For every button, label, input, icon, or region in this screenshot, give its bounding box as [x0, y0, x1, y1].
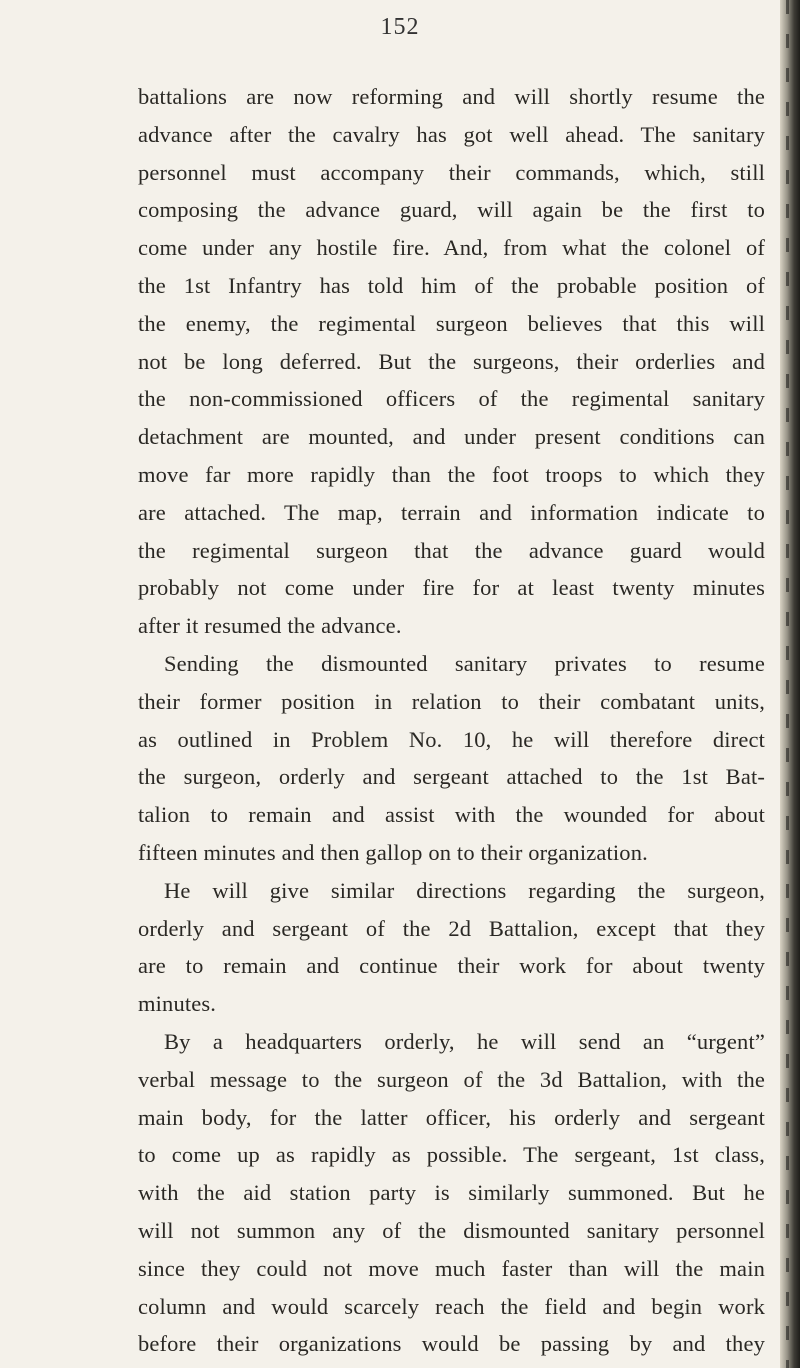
text-line: battalions are now reforming and will shortly resume the [138, 84, 765, 109]
text-line: are attached. The map, terrain and information indicate to [138, 499, 765, 525]
text-line: By a headquarters orderly, he will send an “urgent” [164, 1028, 765, 1054]
text-line: orderly and sergeant of the 2d Battalion, except that they [138, 915, 765, 941]
page-number: 152 [380, 14, 420, 40]
text-line: talion to remain and assist with the wounded for about [138, 802, 765, 828]
body-text [138, 78, 765, 1363]
text-line: detachment are mounted, and under present conditions can [138, 424, 765, 450]
text-line: probably not come under fire for at least twenty minutes [138, 575, 765, 601]
text-line: with the aid station party is similarly summoned. But he [138, 1180, 765, 1206]
text-line: the enemy, the regimental surgeon believes that this will [138, 310, 765, 336]
text-line: are to remain and continue their work for about twenty [138, 953, 765, 979]
text-line: the surgeon, orderly and sergeant attached to the 1st Bat- [138, 764, 765, 790]
text-line: to come up as rapidly as possible. The sergeant, 1st class, [138, 1142, 765, 1168]
text-line: their former position in relation to their combatant units, [138, 688, 765, 714]
text-line: verbal message to the surgeon of the 3d Battalion, with the [138, 1066, 765, 1092]
text-line: come under any hostile fire. And, from what the colonel of [138, 235, 765, 261]
text-line: minutes. [138, 991, 217, 1017]
text-line: move far more rapidly than the foot troops to which they [138, 461, 765, 487]
text-line: main body, for the latter officer, his orderly and sergeant [138, 1104, 765, 1130]
text-line: Sending the dismounted sanitary privates to resume [164, 650, 765, 676]
text-line: after it resumed the advance. [138, 613, 402, 639]
text-line: will not summon any of the dismounted sanitary personnel [138, 1217, 765, 1243]
text-line: He will give similar directions regarding the surgeon, [164, 877, 765, 903]
text-line: since they could not move much faster than will the main [138, 1255, 765, 1281]
text-line: the 1st Infantry has told him of the probable position of [138, 272, 765, 298]
text-line: column and would scarcely reach the field and begin work [138, 1293, 765, 1319]
text-line: not be long deferred. But the surgeons, their orderlies and [138, 348, 765, 374]
text-line: advance after the cavalry has got well ahead. The sanitary [138, 121, 765, 147]
text-line: personnel must accompany their commands, which, still [138, 159, 765, 185]
text-line: before their organizations would be passing by and they [138, 1331, 765, 1357]
text-line: fifteen minutes and then gallop on to their organization. [138, 839, 648, 865]
book-binding-edge [780, 0, 800, 1368]
text-line: the non-commissioned officers of the regimental sanitary [138, 386, 765, 412]
text-line: composing the advance guard, will again be the first to [138, 197, 765, 223]
text-line: the regimental surgeon that the advance guard would [138, 537, 765, 563]
text-line: as outlined in Problem No. 10, he will therefore direct [138, 726, 765, 752]
